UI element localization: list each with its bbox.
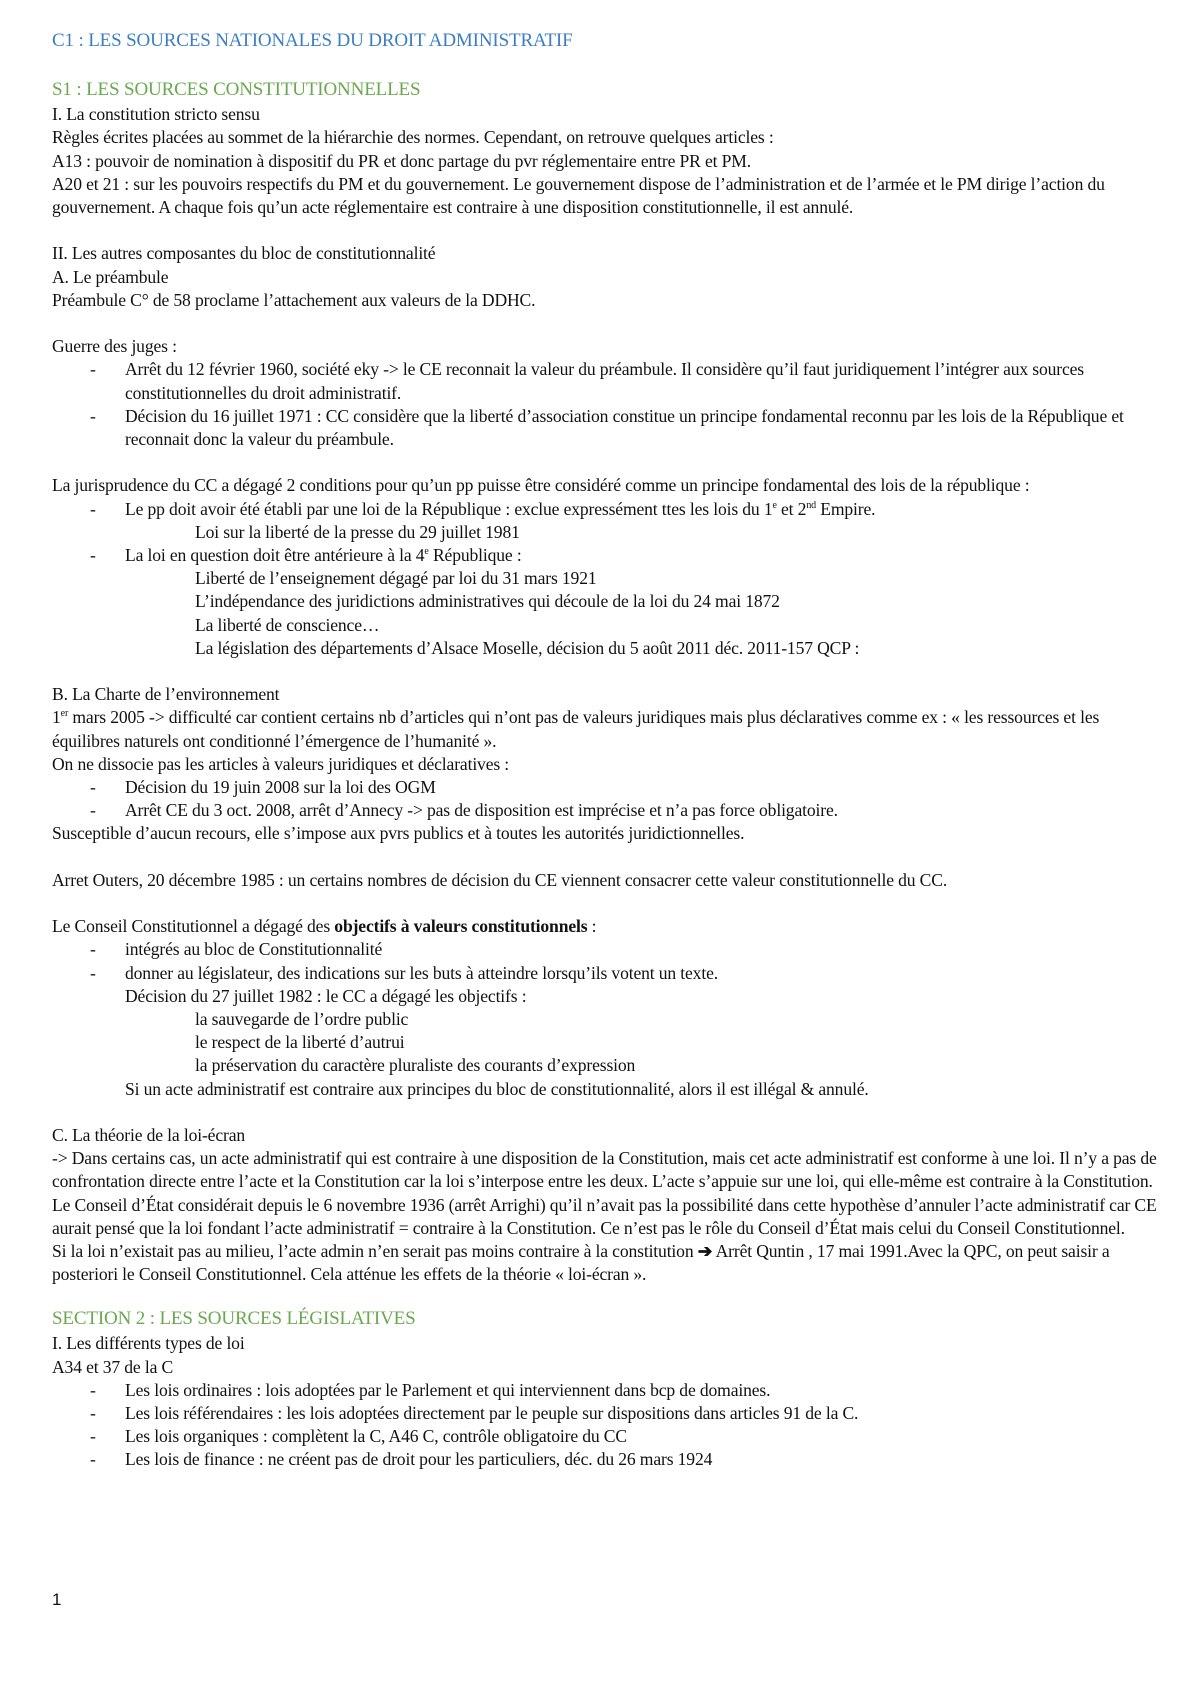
section-2-heading: SECTION 2 : LES SOURCES LÉGISLATIVES (52, 1308, 416, 1330)
sub-item: Loi sur la liberté de la presse du 29 juillet 1981 (195, 521, 520, 542)
paragraph: Décision du 27 juillet 1982 : le CC a dégagé les objectifs : (125, 985, 527, 1006)
bullet-dash: - (90, 359, 96, 380)
chapter-title: C1 : LES SOURCES NATIONALES DU DROIT ADMINISTRATIF (52, 30, 573, 51)
list-item: - Le pp doit avoir été établi par une loi de la République : exclue expressément ttes les lois du 1e et 2nd Empire. (52, 498, 1160, 521)
paragraph: 1er mars 2005 -> difficulté car contient certains nb d’articles qui n’ont pas de valeurs juridiques mais plus déclaratives comme ex : « les ressources et les équilibres naturels ont conditionné l’émergence de l’humanité ». (52, 707, 1100, 751)
bullet-dash: - (90, 498, 96, 519)
paragraph: Susceptible d’aucun recours, elle s’impose aux pvrs publics et à toutes les autorités juridictionnelles. (52, 823, 745, 844)
page-number: 1 (52, 1590, 62, 1609)
paragraph: Préambule C° de 58 proclame l’attachement aux valeurs de la DDHC. (52, 289, 536, 310)
subsection-I-title: I. La constitution stricto sensu (52, 104, 260, 125)
list-item: - Les lois ordinaires : lois adoptées par le Parlement et qui interviennent dans bcp de domaines. (52, 1379, 1160, 1402)
bullet-dash: - (90, 1379, 96, 1400)
subsection-C-title: C. La théorie de la loi-écran (52, 1125, 245, 1146)
list-item: - Décision du 16 juillet 1971 : CC considère que la liberté d’association constitue un principe fondamental reconnu par les lois de la République et reconnait donc la valeur du préambule. (90, 405, 1124, 449)
bullet-dash: - (90, 1449, 96, 1470)
paragraph: Si un acte administratif est contraire aux principes du bloc de constitutionnalité, alors il est illégal & annulé. (125, 1078, 869, 1099)
subsection-A-title: A. Le préambule (52, 266, 169, 287)
list-item: - Les lois organiques : complètent la C, A46 C, contrôle obligatoire du CC (52, 1425, 1160, 1448)
arrow-icon: ➔ (697, 1241, 713, 1262)
paragraph: Le Conseil d’État considérait depuis le 6 novembre 1936 (arrêt Arrighi) qu’il n’avait pas la possibilité dans cette hypothèse d’annuler l’acte administratif car CE aurait pensé que la loi fondant l’acte administratif = contraire à la Constitution. Ce n’est pas le rôle du Conseil d’État mais celui du Conseil Constitutionnel. (52, 1194, 1157, 1238)
paragraph: Le Conseil Constitutionnel a dégagé des objectifs à valeurs constitutionnels : (52, 916, 597, 937)
list-item: - donner au législateur, des indications sur les buts à atteindre lorsqu’ils votent un texte. (52, 962, 1160, 985)
sub-item: La législation des départements d’Alsace Moselle, décision du 5 août 2011 déc. 2011-157 QCP : (195, 637, 860, 658)
bullet-dash: - (90, 1426, 96, 1447)
paragraph: Guerre des juges : (52, 336, 177, 357)
paragraph: A20 et 21 : sur les pouvoirs respectifs du PM et du gouvernement. Le gouvernement dispose de l’administration et de l’armée et le PM dirige l’action du gouvernement. A chaque fois qu’un acte réglementaire est contraire à une disposition constitutionnelle, il est annulé. (52, 173, 1105, 217)
bullet-dash: - (90, 939, 96, 960)
bullet-dash: - (90, 405, 96, 426)
bullet-dash: - (90, 800, 96, 821)
subsection-II-title: II. Les autres composantes du bloc de constitutionnalité (52, 243, 436, 264)
paragraph: A13 : pouvoir de nomination à dispositif du PR et donc partage du pvr réglementaire entre PR et PM. (52, 150, 752, 171)
sub-item: la préservation du caractère pluraliste des courants d’expression (195, 1055, 636, 1076)
paragraph: A34 et 37 de la C (52, 1356, 174, 1377)
paragraph: La jurisprudence du CC a dégagé 2 conditions pour qu’un pp puisse être considéré comme un principe fondamental des lois de la république : (52, 475, 1030, 496)
list-item: - Arrêt du 12 février 1960, société eky -> le CE reconnait la valeur du préambule. Il considère qu’il faut juridiquement l’intégrer aux sources constitutionnelles du droit administratif. (90, 359, 1085, 403)
list-item: - Décision du 19 juin 2008 sur la loi des OGM (52, 776, 1160, 799)
document-page (52, 22, 1160, 1472)
bullet-dash: - (90, 962, 96, 983)
paragraph: Règles écrites placées au sommet de la hiérarchie des normes. Cependant, on retrouve quelques articles : (52, 127, 774, 148)
section-1-heading: S1 : LES SOURCES CONSTITUTIONNELLES (52, 79, 421, 101)
sub-item: la sauvegarde de l’ordre public (195, 1009, 409, 1030)
bullet-dash: - (90, 777, 96, 798)
subsection-I-title: I. Les différents types de loi (52, 1333, 245, 1354)
subsection-B-title: B. La Charte de l’environnement (52, 684, 280, 705)
bullet-dash: - (90, 545, 96, 565)
paragraph: On ne dissocie pas les articles à valeurs juridiques et déclaratives : (52, 753, 510, 774)
paragraph: Si la loi n’existait pas au milieu, l’acte admin n’en serait pas moins contraire à la constitution ➔ Arrêt Quntin , 17 mai 1991.Avec la QPC, on peut saisir a posteriori le Conseil Constitutionnel. Cela atténue les effets de la théorie « loi-écran ». (52, 1241, 1110, 1285)
sub-item: Liberté de l’enseignement dégagé par loi du 31 mars 1921 (195, 568, 597, 589)
list-item: - intégrés au bloc de Constitutionnalité (52, 938, 1160, 961)
bullet-dash: - (90, 1403, 96, 1424)
sub-item: L’indépendance des juridictions administratives qui découle de la loi du 24 mai 1872 (195, 591, 780, 612)
list-item: - Les lois de finance : ne créent pas de droit pour les particuliers, déc. du 26 mars 1924 (52, 1448, 1160, 1471)
list-item: - Les lois référendaires : les lois adoptées directement par le peuple sur dispositions dans articles 91 de la C. (52, 1402, 1160, 1425)
paragraph: Arret Outers, 20 décembre 1985 : un certains nombres de décision du CE viennent consacrer cette valeur constitutionnelle du CC. (52, 869, 948, 890)
sub-item: La liberté de conscience… (195, 614, 380, 635)
sub-item: le respect de la liberté d’autrui (195, 1032, 405, 1053)
list-item: - La loi en question doit être antérieure à la 4e République : (52, 544, 1160, 567)
list-item: - Arrêt CE du 3 oct. 2008, arrêt d’Annecy -> pas de disposition est imprécise et n’a pas force obligatoire. (52, 799, 1160, 822)
paragraph: -> Dans certains cas, un acte administratif qui est contraire à une disposition de la Constitution, mais cet acte administratif est conforme à une loi. Il n’y a pas de confrontation directe entre l’acte et la Constitution car la loi s’interpose entre les deux. L’acte s’appuie sur une loi, qui elle-même est contraire à la Constitution. (52, 1148, 1157, 1192)
